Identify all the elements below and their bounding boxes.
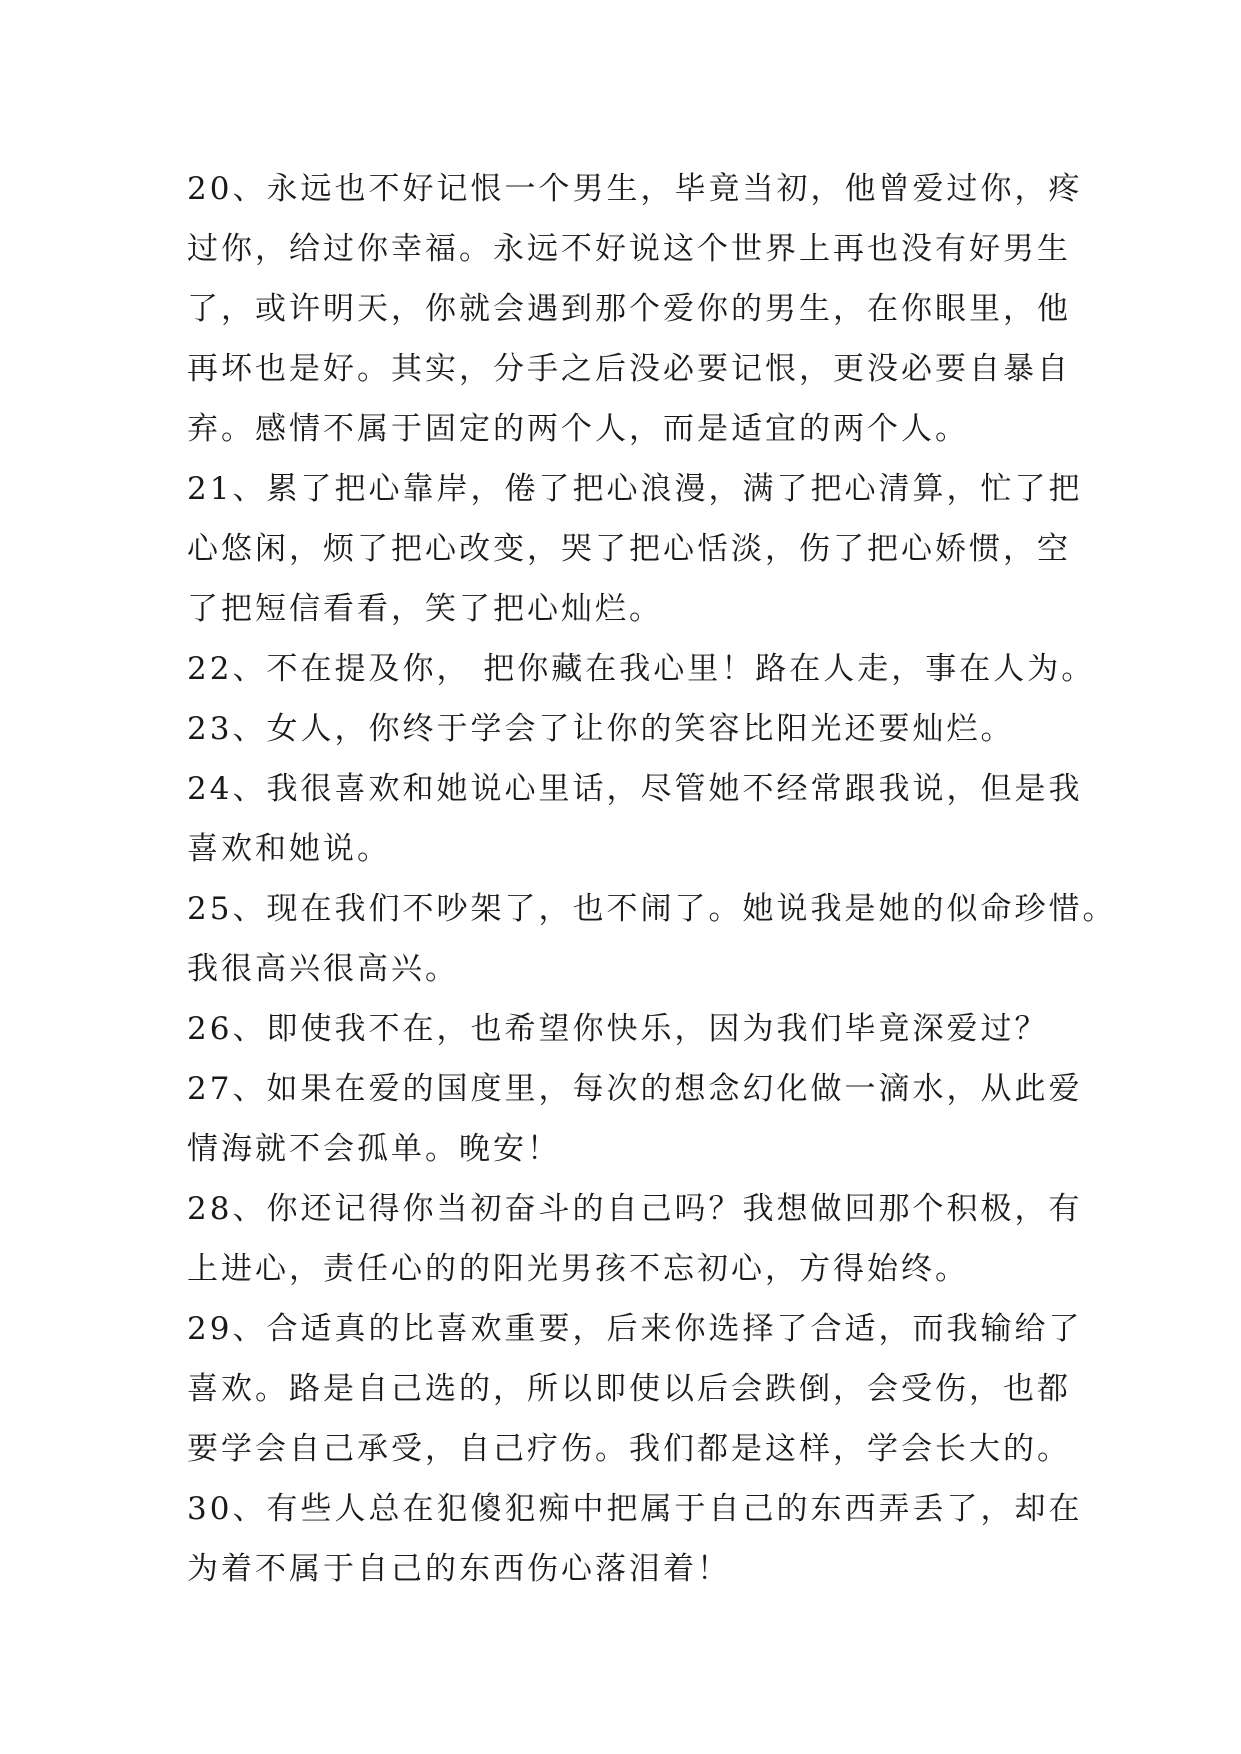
text-line: 28、你还记得你当初奋斗的自己吗？我想做回那个积极，有: [187, 1191, 1083, 1227]
text-line: 26、即使我不在，也希望你快乐，因为我们毕竟深爱过？: [187, 1011, 1049, 1047]
text-line: 为着不属于自己的东西伤心落泪着！: [187, 1551, 731, 1587]
text-line: 再坏也是好。其实，分手之后没必要记恨，更没必要自暴自: [187, 351, 1071, 387]
text-line: 27、如果在爱的国度里，每次的想念幻化做一滴水，从此爱: [187, 1071, 1083, 1107]
text-line: 30、有些人总在犯傻犯痴中把属于自己的东西弄丢了，却在: [187, 1491, 1083, 1527]
text-line: 上进心，责任心的的阳光男孩不忘初心，方得始终。: [187, 1251, 969, 1287]
text-line: 我很高兴很高兴。: [187, 951, 459, 987]
text-line: 22、不在提及你， 把你藏在我心里！路在人走，事在人为。: [187, 651, 1096, 687]
text-line: 喜欢。路是自己选的，所以即使以后会跌倒，会受伤，也都: [187, 1371, 1071, 1407]
text-line: 喜欢和她说。: [187, 831, 391, 867]
text-line: 弃。感情不属于固定的两个人，而是适宜的两个人。: [187, 411, 969, 447]
text-line: 20、永远也不好记恨一个男生，毕竟当初，他曾爱过你，疼: [187, 171, 1083, 207]
text-line: 了，或许明天，你就会遇到那个爱你的男生，在你眼里，他: [187, 291, 1071, 327]
text-line: 25、现在我们不吵架了，也不闹了。她说我是她的似命珍惜。: [187, 891, 1117, 927]
text-line: 21、累了把心靠岸，倦了把心浪漫，满了把心清算，忙了把: [187, 471, 1083, 507]
text-line: 29、合适真的比喜欢重要，后来你选择了合适，而我输给了: [187, 1311, 1083, 1347]
text-line: 24、我很喜欢和她说心里话，尽管她不经常跟我说，但是我: [187, 771, 1083, 807]
text-line: 过你，给过你幸福。永远不好说这个世界上再也没有好男生: [187, 231, 1071, 267]
text-line: 了把短信看看，笑了把心灿烂。: [187, 591, 663, 627]
text-line: 心悠闲，烦了把心改变，哭了把心恬淡，伤了把心娇惯，空: [187, 531, 1071, 567]
text-line: 23、女人，你终于学会了让你的笑容比阳光还要灿烂。: [187, 711, 1015, 747]
text-line: 要学会自己承受，自己疗伤。我们都是这样，学会长大的。: [187, 1431, 1071, 1467]
text-line: 情海就不会孤单。晚安！: [187, 1131, 561, 1167]
document-body: [187, 159, 1117, 1599]
